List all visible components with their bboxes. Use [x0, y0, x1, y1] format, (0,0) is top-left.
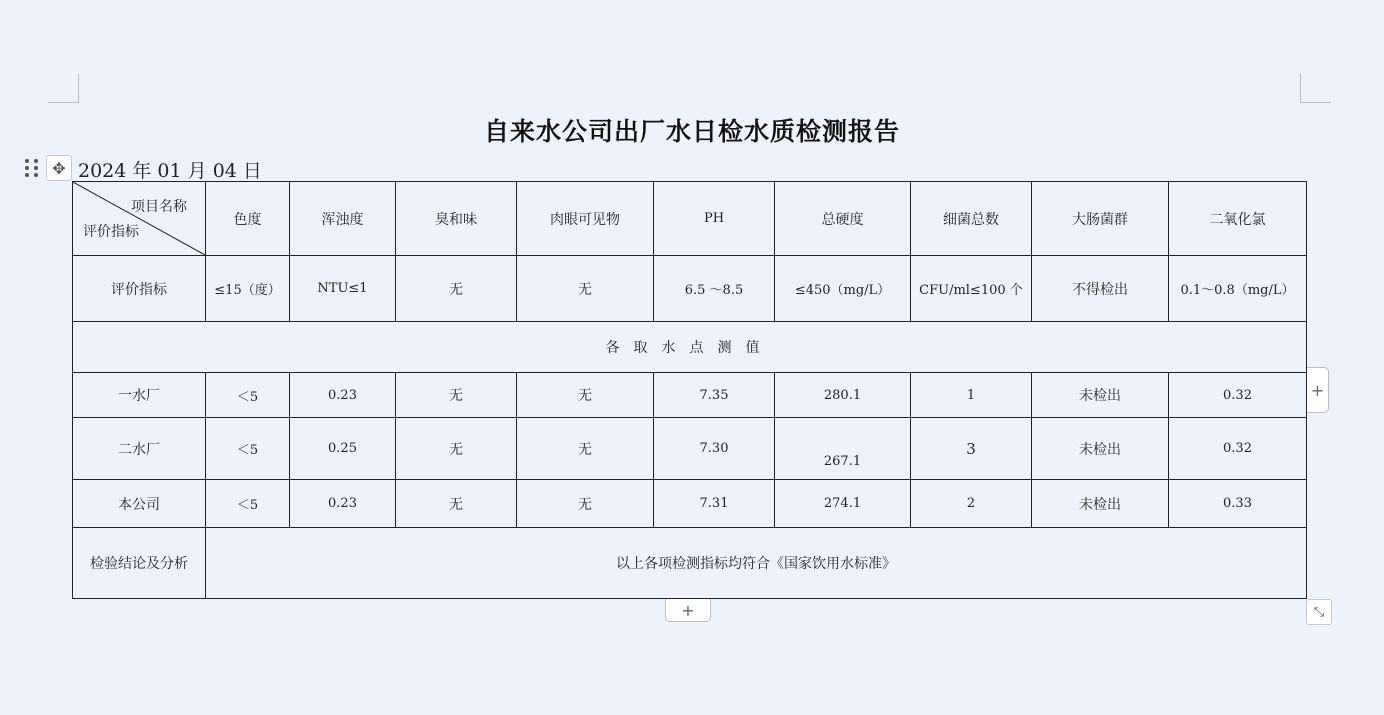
criteria-row: [73, 256, 1307, 322]
criteria-cell[interactable]: 6.5 ～8.5: [654, 256, 775, 322]
conclusion-text[interactable]: 以上各项检测指标均符合《国家饮用水标准》: [206, 528, 1307, 599]
diag-top-label: 项目名称: [131, 199, 187, 215]
table-cell[interactable]: 0.23: [290, 373, 396, 418]
table-cell[interactable]: 无: [517, 373, 654, 418]
table-cell[interactable]: 280.1: [775, 373, 911, 418]
table-cell[interactable]: 无: [396, 418, 517, 480]
row-name[interactable]: 二水厂: [73, 418, 206, 480]
report-date: 2024 年 01 月 04 日: [78, 160, 262, 182]
table-cell[interactable]: 0.23: [290, 480, 396, 528]
table-row: [73, 373, 1307, 418]
criteria-cell[interactable]: 无: [517, 256, 654, 322]
table-cell[interactable]: 无: [396, 373, 517, 418]
drag-handle-icon[interactable]: [24, 157, 40, 179]
table-cell[interactable]: ＜5: [206, 373, 290, 418]
header-cell[interactable]: 总硬度: [775, 182, 911, 256]
table-cell[interactable]: 无: [517, 418, 654, 480]
table-cell[interactable]: 未检出: [1032, 418, 1169, 480]
move-icon[interactable]: ✥: [46, 155, 72, 181]
row-name[interactable]: 本公司: [73, 480, 206, 528]
report-table: [72, 181, 1307, 599]
table-cell[interactable]: 274.1: [775, 480, 911, 528]
header-cell[interactable]: PH: [654, 182, 775, 256]
diagonal-line: [73, 182, 205, 255]
table-cell[interactable]: 0.33: [1169, 480, 1307, 528]
section-label[interactable]: 各取水点测值: [73, 322, 1307, 373]
conclusion-row: [73, 528, 1307, 599]
table-cell[interactable]: 3: [911, 418, 1032, 480]
page-corner-top-left: [48, 74, 79, 103]
diagonal-header-cell[interactable]: [73, 182, 206, 256]
criteria-cell[interactable]: 不得检出: [1032, 256, 1169, 322]
diag-bottom-label: 评价指标: [83, 224, 139, 240]
header-cell[interactable]: 大肠菌群: [1032, 182, 1169, 256]
table-row: [73, 480, 1307, 528]
table-cell[interactable]: 0.32: [1169, 418, 1307, 480]
section-row: [73, 322, 1307, 373]
table-cell[interactable]: 未检出: [1032, 480, 1169, 528]
header-cell[interactable]: 肉眼可见物: [517, 182, 654, 256]
table-cell[interactable]: 7.30: [654, 418, 775, 480]
table-cell[interactable]: 无: [517, 480, 654, 528]
criteria-cell[interactable]: ≤450（mg/L）: [775, 256, 911, 322]
criteria-label[interactable]: 评价指标: [73, 256, 206, 322]
table-cell[interactable]: 267.1: [775, 418, 911, 480]
table-cell[interactable]: 0.25: [290, 418, 396, 480]
criteria-cell[interactable]: 0.1～0.8（mg/L）: [1169, 256, 1307, 322]
criteria-cell[interactable]: ≤15（度）: [206, 256, 290, 322]
criteria-cell[interactable]: 无: [396, 256, 517, 322]
add-column-button[interactable]: +: [1307, 367, 1329, 413]
header-cell[interactable]: 二氧化氯: [1169, 182, 1307, 256]
conclusion-label[interactable]: 检验结论及分析: [73, 528, 206, 599]
table-cell[interactable]: 无: [396, 480, 517, 528]
resize-icon[interactable]: ⤡: [1306, 599, 1332, 625]
table-cell[interactable]: ＜5: [206, 480, 290, 528]
header-cell[interactable]: 浑浊度: [290, 182, 396, 256]
page-corner-top-right: [1300, 74, 1331, 103]
table-cell[interactable]: 0.32: [1169, 373, 1307, 418]
header-cell[interactable]: 臭和味: [396, 182, 517, 256]
table-cell[interactable]: 1: [911, 373, 1032, 418]
criteria-cell[interactable]: NTU≤1: [290, 256, 396, 322]
table-cell[interactable]: 7.35: [654, 373, 775, 418]
report-title: 自来水公司出厂水日检水质检测报告: [483, 117, 900, 146]
criteria-cell[interactable]: CFU/ml≤100 个: [911, 256, 1032, 322]
table-cell[interactable]: ＜5: [206, 418, 290, 480]
row-name[interactable]: 一水厂: [73, 373, 206, 418]
header-cell[interactable]: 细菌总数: [911, 182, 1032, 256]
header-cell[interactable]: 色度: [206, 182, 290, 256]
table-row: [73, 418, 1307, 480]
add-row-button[interactable]: +: [665, 599, 711, 622]
table-cell[interactable]: 2: [911, 480, 1032, 528]
header-row: [73, 182, 1307, 256]
table-cell[interactable]: 未检出: [1032, 373, 1169, 418]
table-cell[interactable]: 7.31: [654, 480, 775, 528]
